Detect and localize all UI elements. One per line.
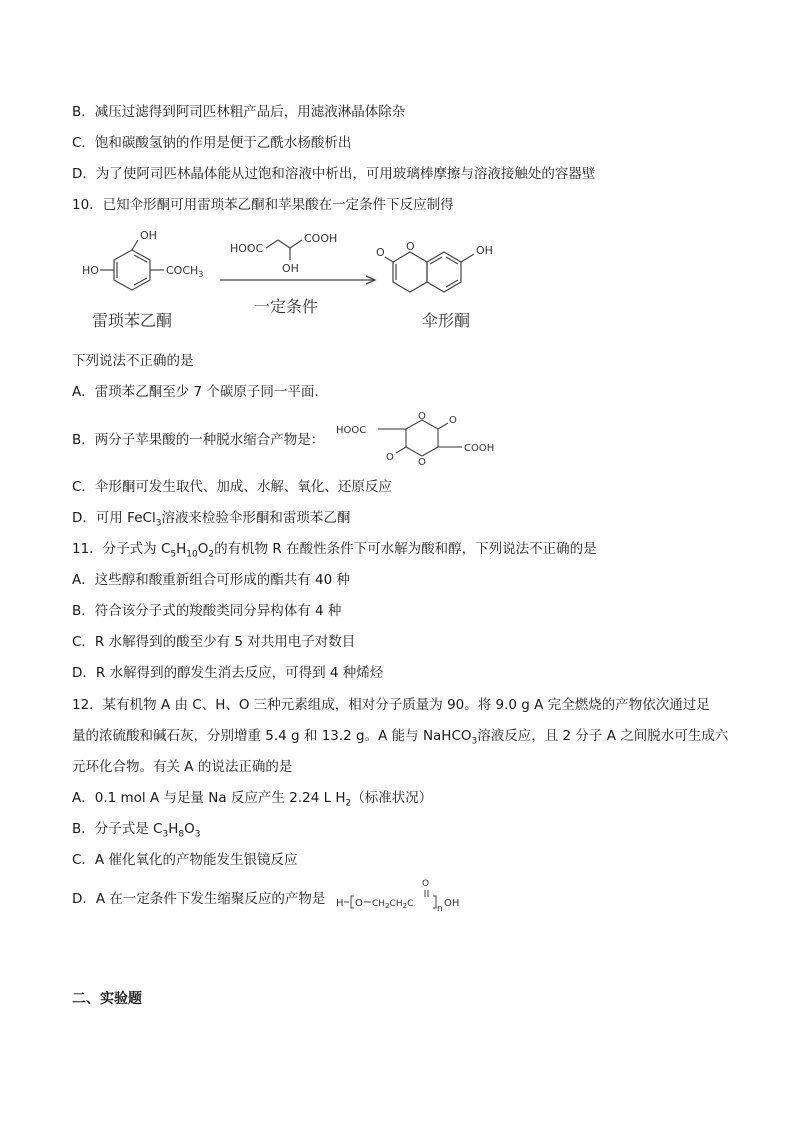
- reactant-name: 雷琐苯乙酮: [92, 311, 173, 330]
- section-title: 二、实验题: [72, 991, 142, 1007]
- q9-option-b: B．减压过滤得到阿司匹林粗产品后，用滤液淋晶体除杂: [72, 104, 406, 120]
- q10-question: 下列说法不正确的是: [72, 353, 194, 369]
- q11-option-d: D．R 水解得到的醇发生消去反应，可得到 4 种烯烃: [72, 665, 384, 681]
- svg-text:n: n: [437, 904, 443, 914]
- dilactone-structure: [334, 410, 514, 466]
- q9-option-c: C．饱和碳酸氢钠的作用是便于乙酰水杨酸析出: [72, 135, 352, 151]
- reactant-structure: [100, 240, 164, 290]
- svg-text:O: O: [355, 898, 363, 909]
- q11-option-b: B．符合该分子式的羧酸类同分异构体有 4 种: [72, 603, 342, 619]
- q9-option-d: D．为了使阿司匹林晶体能从过饱和溶液中析出，可用玻璃棒摩擦与溶液接触处的容器壁: [72, 166, 596, 182]
- reaction-condition: 一定条件: [254, 297, 319, 316]
- q12-option-d: D．A 在一定条件下发生缩聚反应的产物是: [72, 891, 326, 907]
- dilactone-o-top: O: [418, 411, 426, 422]
- reagent-structure: [266, 240, 302, 260]
- reactant-acyl: $COCH_3$: [166, 264, 204, 279]
- product-o-ring: O: [406, 240, 415, 253]
- reagent-hooc: HOOC: [230, 242, 264, 255]
- q11-stem: 11．分子式为 $C_5H_{10}O_2$的有机物 R 在酸性条件下可水解为酸和醇，下列说法不正确的是: [72, 541, 597, 560]
- reaction-arrow: [220, 276, 375, 284]
- q12-stem-line3: 元环化合物。有关 A 的说法正确的是: [72, 759, 293, 775]
- product-name: 伞形酮: [422, 311, 471, 330]
- svg-text:O: O: [422, 879, 430, 889]
- q10-option-c: C．伞形酮可发生取代、加成、水解、氧化、还原反应: [72, 479, 392, 495]
- reagent-cooh: COOH: [304, 232, 338, 245]
- reagent-oh: OH: [282, 262, 299, 275]
- q12-stem-line1: 12．某有机物 A 由 C、H、O 三种元素组成，相对分子质量为 90。将 9.0 g A 完全燃烧的产物依次通过足: [72, 697, 710, 713]
- svg-text:CH2CH2C: $CH_2CH_2C$: [372, 899, 414, 910]
- q10-option-d: D．可用 FeCl$_3$溶液来检验伞形酮和雷琐苯乙酮: [72, 510, 351, 529]
- q10-stem: 10．已知伞形酮可用雷琐苯乙酮和苹果酸在一定条件下反应制得: [72, 197, 454, 213]
- polymer-formula: [334, 874, 474, 914]
- q10-option-b: B．两分子苹果酸的一种脱水缩合产物是：: [72, 432, 325, 448]
- dilactone-cooh: COOH: [464, 443, 495, 454]
- dilactone-o-right: O: [449, 415, 457, 426]
- q10-option-a: A．雷琐苯乙酮至少 7 个碳原子同一平面.: [72, 384, 319, 400]
- svg-text:H: H: [336, 898, 344, 909]
- q12-stem-line2: 量的浓硫酸和碱石灰，分别增重 5.4 g 和 13.2 g。A 能与 NaHCO$_3$溶液反应，且 2 分子 A 之间脱水可生成六: [72, 728, 729, 747]
- product-o-carbonyl: O: [376, 246, 385, 259]
- q11-option-c: C．R 水解得到的酸至少有 5 对共用电子对数目: [72, 634, 356, 650]
- dilactone-hooc: HOOC: [336, 425, 367, 436]
- dilactone-o-bottom: O: [418, 457, 426, 466]
- dilactone-o-left: O: [386, 452, 394, 463]
- reactant-oh-top: OH: [140, 229, 157, 242]
- q11-option-a: A．这些醇和酸重新组合可形成的酯共有 40 种: [72, 572, 350, 588]
- svg-text:OH: OH: [444, 898, 460, 909]
- reactant-ho-left: HO: [82, 264, 99, 277]
- product-oh: OH: [476, 244, 493, 257]
- q12-option-c: C．A 催化氧化的产物能发生银镜反应: [72, 852, 298, 868]
- q12-option-a: A．0.1 mol A 与足量 Na 反应产生 2.24 L $H_2$（标准状况）: [72, 790, 433, 809]
- product-structure: [385, 252, 474, 292]
- q12-option-b: B．分子式是 $C_3H_8O_3$: [72, 821, 201, 840]
